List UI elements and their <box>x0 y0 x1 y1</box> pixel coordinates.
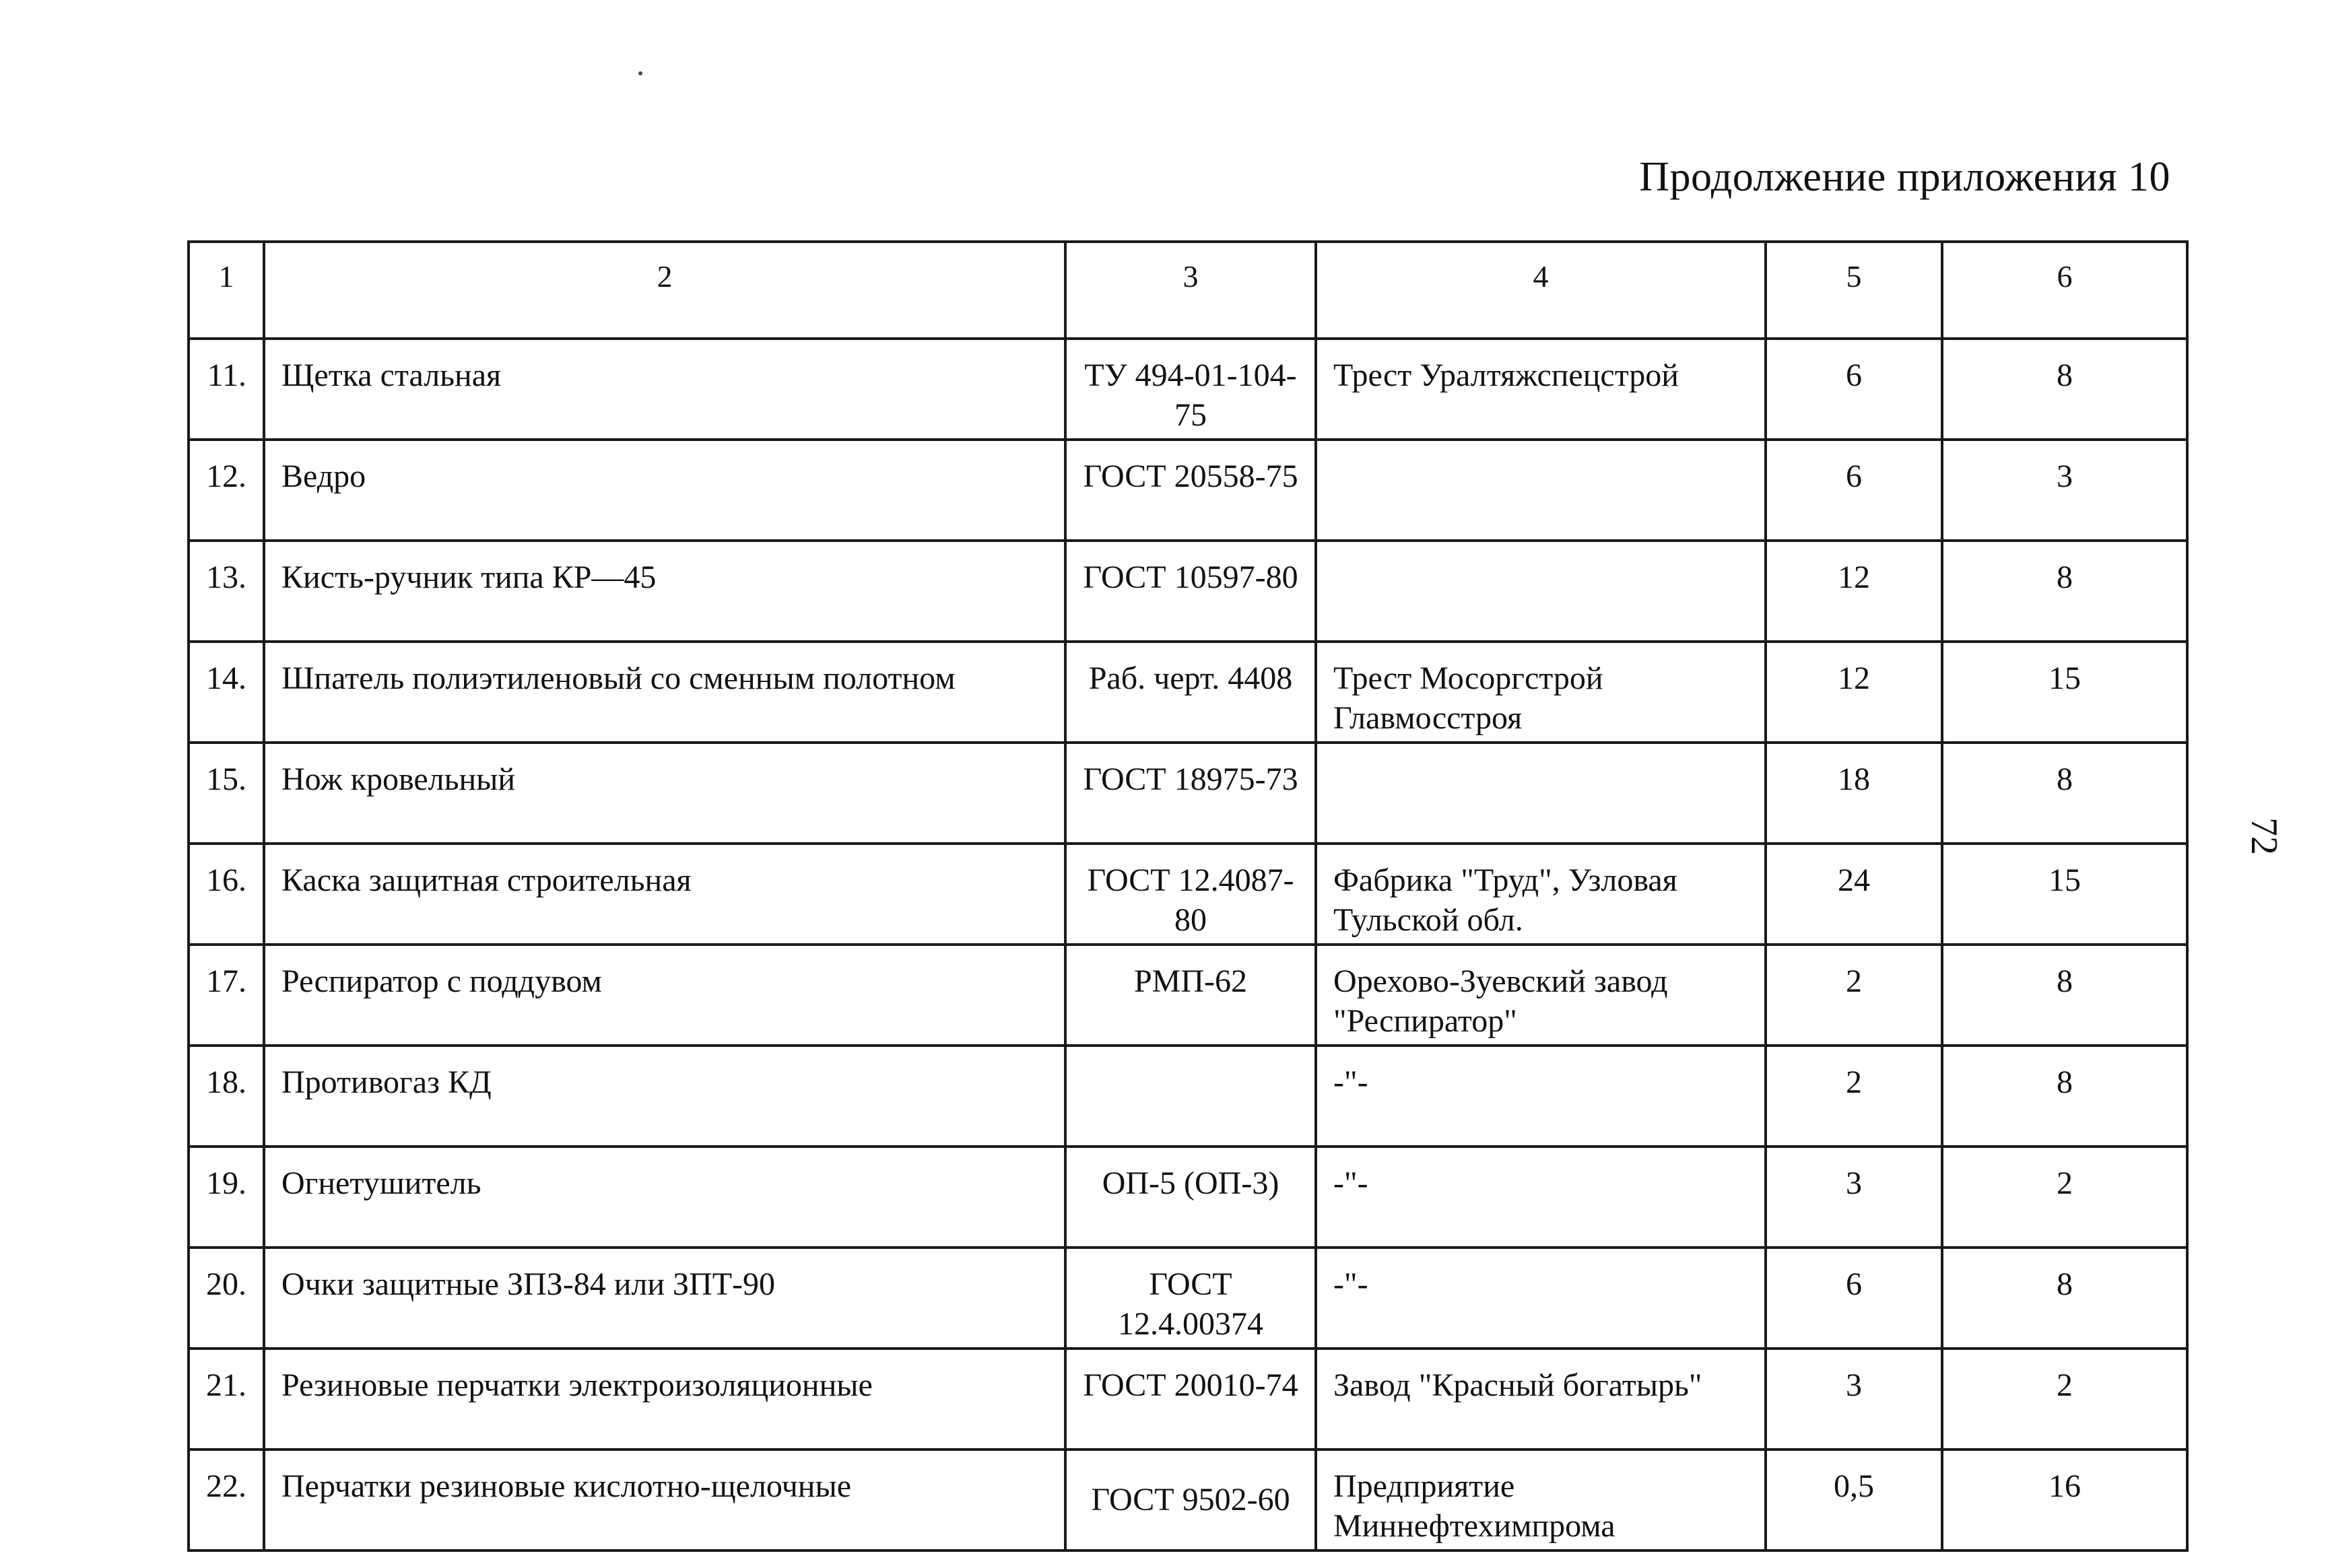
table-row <box>189 945 2187 1046</box>
item-value-col5: 24 <box>1766 844 1942 945</box>
item-value-col6: 2 <box>1942 1147 2187 1248</box>
item-standard: ГОСТ 10597-80 <box>1065 541 1316 642</box>
item-standard: ГОСТ 9502-60 <box>1065 1450 1316 1550</box>
item-name: Огнетушитель <box>264 1147 1065 1248</box>
item-value-col5: 0,5 <box>1766 1450 1942 1550</box>
row-number: 16. <box>189 844 264 945</box>
table-row <box>189 1046 2187 1147</box>
item-manufacturer: Предприятие Миннефтехимпрома <box>1316 1450 1766 1550</box>
item-name: Шпатель полиэтиленовый со сменным полотном <box>264 642 1065 743</box>
column-header: 4 <box>1316 242 1766 339</box>
row-number: 14. <box>189 642 264 743</box>
column-header: 1 <box>189 242 264 339</box>
item-standard: ГОСТ 12.4.00374 <box>1065 1248 1316 1349</box>
page-number: 72 <box>2243 817 2285 855</box>
item-manufacturer: Трест Мосоргстрой Главмосстроя <box>1316 642 1766 743</box>
item-manufacturer: Фабрика "Труд", Узловая Тульской обл. <box>1316 844 1766 945</box>
column-header: 3 <box>1065 242 1316 339</box>
page-header: Продолжение приложения 10 <box>1639 154 2170 200</box>
table-row <box>189 339 2187 440</box>
row-number: 22. <box>189 1450 264 1550</box>
item-standard: Раб. черт. 4408 <box>1065 642 1316 743</box>
item-standard: ТУ 494-01-104-75 <box>1065 339 1316 440</box>
item-value-col5: 6 <box>1766 440 1942 541</box>
item-name: Резиновые перчатки электроизоляционные <box>264 1349 1065 1450</box>
table-row <box>189 541 2187 642</box>
scan-speck <box>638 71 642 75</box>
item-standard: ГОСТ 20010-74 <box>1065 1349 1316 1450</box>
item-manufacturer: Трест Уралтяжспецстрой <box>1316 339 1766 440</box>
item-value-col5: 3 <box>1766 1147 1942 1248</box>
item-manufacturer: Орехово-Зуевский завод "Респиратор" <box>1316 945 1766 1046</box>
row-number: 15. <box>189 743 264 844</box>
column-header: 2 <box>264 242 1065 339</box>
item-value-col6: 3 <box>1942 440 2187 541</box>
item-manufacturer: -"- <box>1316 1147 1766 1248</box>
item-standard: ОП-5 (ОП-3) <box>1065 1147 1316 1248</box>
item-value-col6: 15 <box>1942 642 2187 743</box>
table-body <box>189 242 2187 1550</box>
item-value-col6: 2 <box>1942 1349 2187 1450</box>
item-standard <box>1065 1046 1316 1147</box>
column-header: 5 <box>1766 242 1942 339</box>
item-manufacturer <box>1316 440 1766 541</box>
item-manufacturer <box>1316 541 1766 642</box>
item-manufacturer: -"- <box>1316 1248 1766 1349</box>
item-manufacturer: -"- <box>1316 1046 1766 1147</box>
table-row <box>189 440 2187 541</box>
table-row <box>189 844 2187 945</box>
item-value-col6: 8 <box>1942 945 2187 1046</box>
item-name: Очки защитные ЗПЗ-84 или ЗПТ-90 <box>264 1248 1065 1349</box>
row-number: 18. <box>189 1046 264 1147</box>
row-number: 11. <box>189 339 264 440</box>
item-value-col6: 8 <box>1942 541 2187 642</box>
row-number: 12. <box>189 440 264 541</box>
item-name: Кисть-ручник типа КР—45 <box>264 541 1065 642</box>
item-standard: ГОСТ 20558-75 <box>1065 440 1316 541</box>
row-number: 21. <box>189 1349 264 1450</box>
item-value-col5: 2 <box>1766 945 1942 1046</box>
row-number: 19. <box>189 1147 264 1248</box>
item-value-col5: 12 <box>1766 642 1942 743</box>
appendix-table <box>187 240 2189 1552</box>
item-standard: ГОСТ 12.4087-80 <box>1065 844 1316 945</box>
table-row <box>189 642 2187 743</box>
item-name: Ведро <box>264 440 1065 541</box>
item-value-col6: 8 <box>1942 743 2187 844</box>
item-name: Противогаз КД <box>264 1046 1065 1147</box>
item-standard: РМП-62 <box>1065 945 1316 1046</box>
item-value-col6: 8 <box>1942 1046 2187 1147</box>
item-manufacturer <box>1316 743 1766 844</box>
table-row <box>189 1147 2187 1248</box>
item-standard: ГОСТ 18975-73 <box>1065 743 1316 844</box>
row-number: 17. <box>189 945 264 1046</box>
table-row <box>189 1248 2187 1349</box>
table-row <box>189 743 2187 844</box>
row-number: 13. <box>189 541 264 642</box>
row-number: 20. <box>189 1248 264 1349</box>
item-value-col5: 2 <box>1766 1046 1942 1147</box>
item-value-col6: 15 <box>1942 844 2187 945</box>
item-manufacturer: Завод "Красный богатырь" <box>1316 1349 1766 1450</box>
item-value-col6: 8 <box>1942 339 2187 440</box>
item-value-col5: 6 <box>1766 339 1942 440</box>
item-value-col5: 12 <box>1766 541 1942 642</box>
table-header-row <box>189 242 2187 339</box>
item-value-col5: 3 <box>1766 1349 1942 1450</box>
item-name: Щетка стальная <box>264 339 1065 440</box>
item-name: Перчатки резиновые кислотно-щелочные <box>264 1450 1065 1550</box>
item-value-col6: 16 <box>1942 1450 2187 1550</box>
item-value-col5: 6 <box>1766 1248 1942 1349</box>
table-row <box>189 1450 2187 1550</box>
column-header: 6 <box>1942 242 2187 339</box>
item-value-col5: 18 <box>1766 743 1942 844</box>
table-row <box>189 1349 2187 1450</box>
item-name: Респиратор с поддувом <box>264 945 1065 1046</box>
item-name: Каска защитная строительная <box>264 844 1065 945</box>
item-name: Нож кровельный <box>264 743 1065 844</box>
item-value-col6: 8 <box>1942 1248 2187 1349</box>
